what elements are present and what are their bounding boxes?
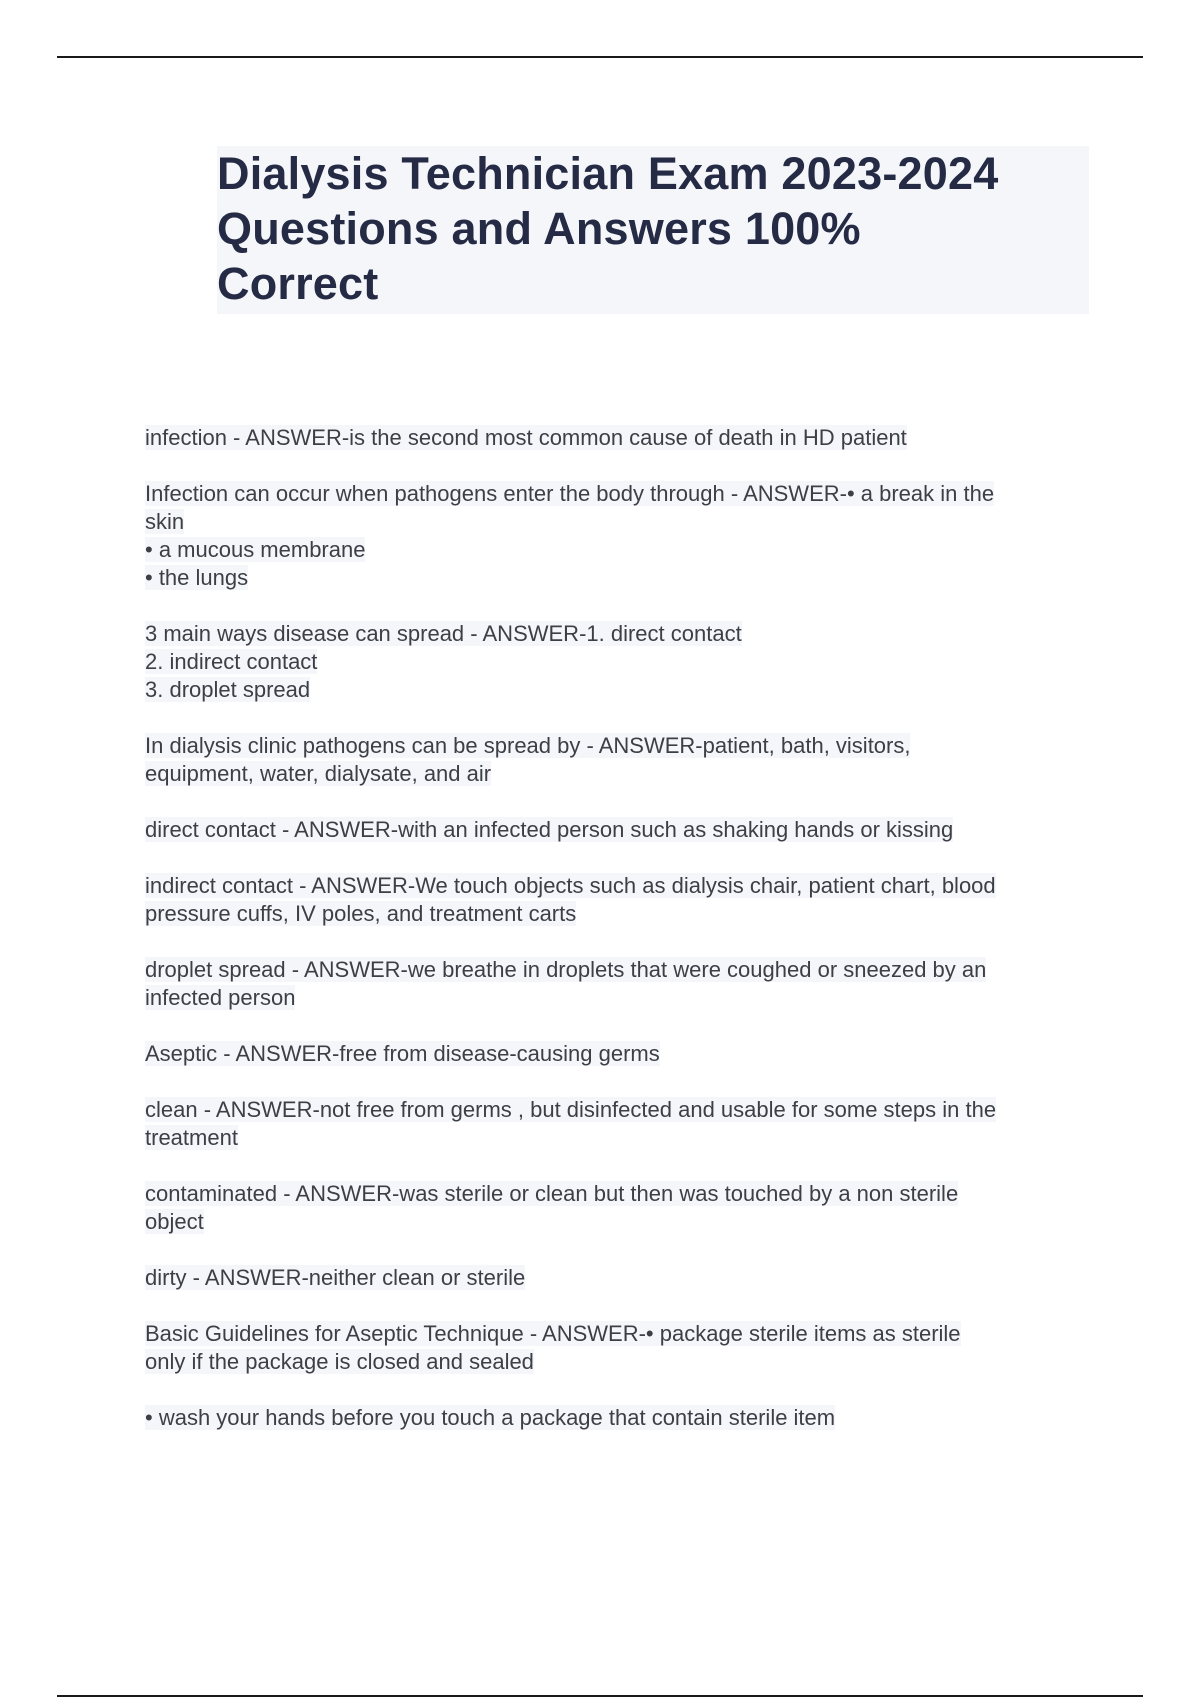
- qa-item: [145, 1180, 1105, 1236]
- qa-item: [145, 1404, 1105, 1432]
- qa-item: [145, 424, 1105, 452]
- qa-line: 3 main ways disease can spread - ANSWER-1. direct contact: [145, 621, 742, 646]
- qa-line: clean - ANSWER-not free from germs , but disinfected and usable for some steps in the: [145, 1097, 997, 1122]
- qa-item: [145, 732, 1105, 788]
- bottom-rule: [57, 1695, 1143, 1697]
- qa-item: [145, 872, 1105, 928]
- qa-line: contaminated - ANSWER-was sterile or clean but then was touched by a non sterile: [145, 1181, 959, 1206]
- qa-line: only if the package is closed and sealed: [145, 1349, 534, 1374]
- qa-line: dirty - ANSWER-neither clean or sterile: [145, 1265, 526, 1290]
- qa-line: treatment: [145, 1125, 238, 1150]
- qa-line: equipment, water, dialysate, and air: [145, 761, 492, 786]
- qa-item: [145, 1320, 1105, 1376]
- qa-line: indirect contact - ANSWER-We touch objects such as dialysis chair, patient chart, blood: [145, 873, 996, 898]
- qa-line: Aseptic - ANSWER-free from disease-causing germs: [145, 1041, 660, 1066]
- qa-item: [145, 620, 1105, 704]
- qa-line: infection - ANSWER-is the second most common cause of death in HD patient: [145, 425, 907, 450]
- qa-line: In dialysis clinic pathogens can be spread by - ANSWER-patient, bath, visitors,: [145, 733, 911, 758]
- qa-line: skin: [145, 509, 185, 534]
- qa-item: [145, 1264, 1105, 1292]
- qa-line: 2. indirect contact: [145, 649, 318, 674]
- qa-line: Basic Guidelines for Aseptic Technique - ANSWER-• package sterile items as sterile: [145, 1321, 961, 1346]
- qa-line: • the lungs: [145, 565, 249, 590]
- qa-line: droplet spread - ANSWER-we breathe in droplets that were coughed or sneezed by an: [145, 957, 987, 982]
- qa-line: 3. droplet spread: [145, 677, 311, 702]
- qa-line: • wash your hands before you touch a package that contain sterile item: [145, 1405, 836, 1430]
- qa-line: direct contact - ANSWER-with an infected person such as shaking hands or kissing: [145, 817, 954, 842]
- qa-list: [145, 424, 1105, 1460]
- qa-item: [145, 956, 1105, 1012]
- qa-line: • a mucous membrane: [145, 537, 366, 562]
- title-line: Correct: [217, 258, 379, 309]
- document-title: [217, 146, 1089, 311]
- qa-item: [145, 1040, 1105, 1068]
- qa-item: [145, 816, 1105, 844]
- qa-item: [145, 1096, 1105, 1152]
- qa-line: object: [145, 1209, 204, 1234]
- qa-line: infected person: [145, 985, 296, 1010]
- qa-line: Infection can occur when pathogens enter the body through - ANSWER-• a break in the: [145, 481, 995, 506]
- qa-item: [145, 480, 1105, 592]
- title-block: [217, 146, 1089, 314]
- title-line: Questions and Answers 100%: [217, 203, 861, 254]
- qa-line: pressure cuffs, IV poles, and treatment carts: [145, 901, 577, 926]
- title-line: Dialysis Technician Exam 2023-2024: [217, 148, 999, 199]
- top-rule: [57, 56, 1143, 58]
